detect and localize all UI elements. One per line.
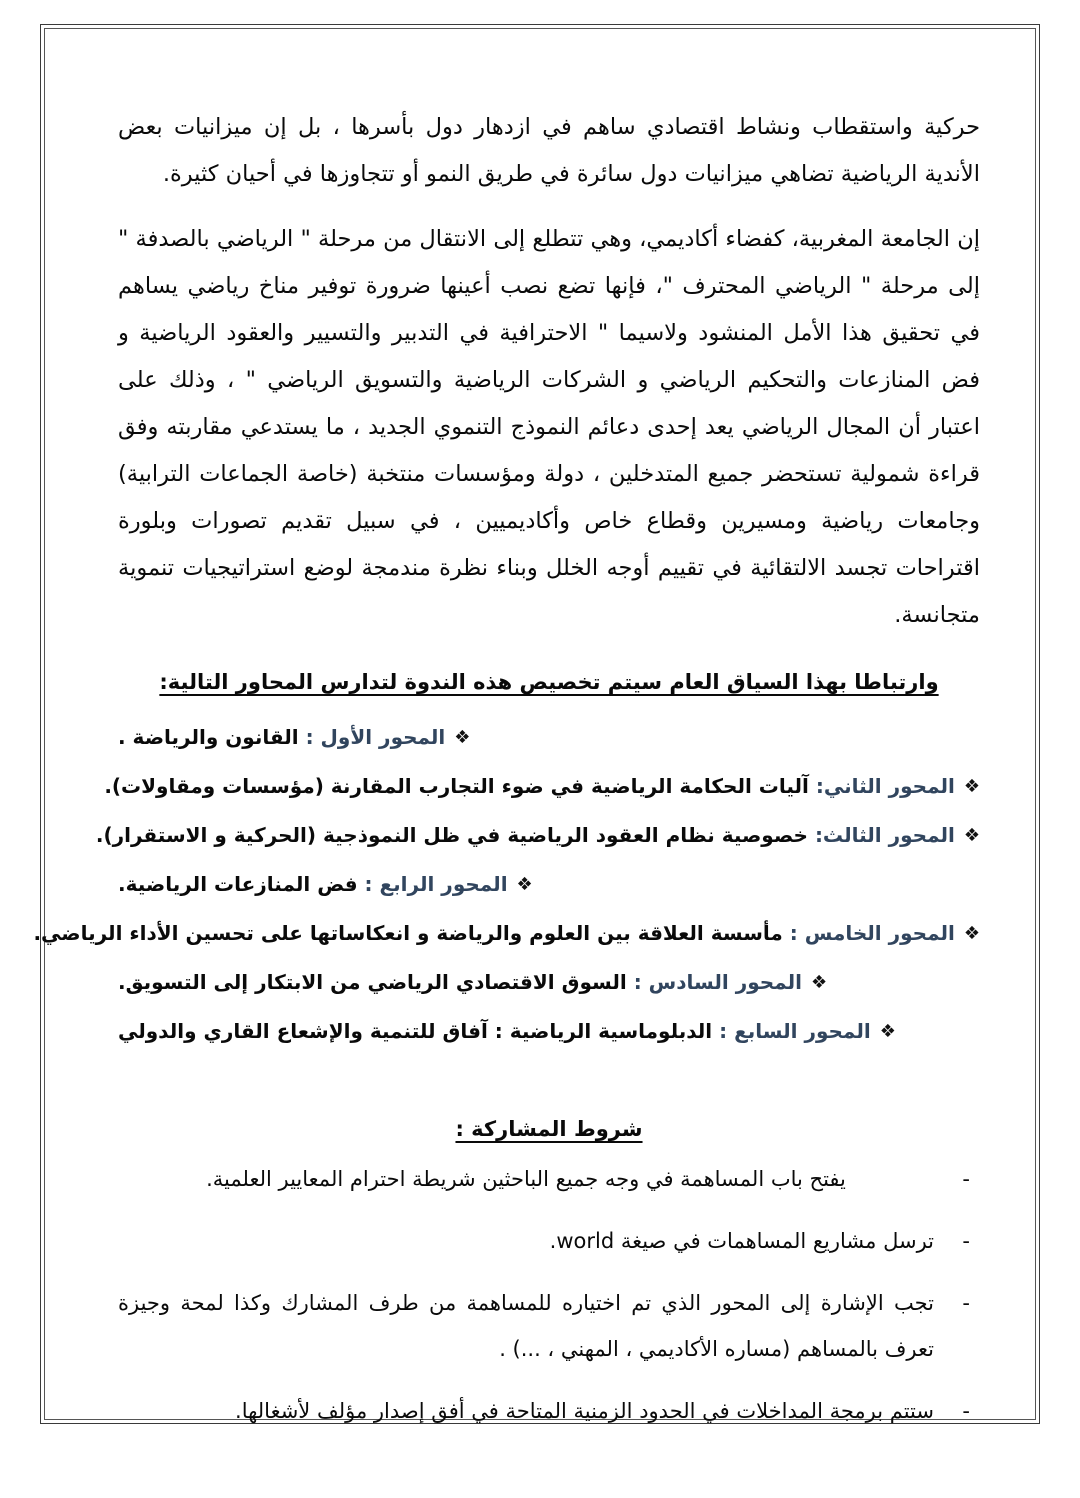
conditions-heading <box>118 1112 980 1146</box>
condition-item-3 <box>118 1280 980 1372</box>
paragraph-university-vision: إن الجامعة المغربية، كفضاء أكاديمي، وهي تتطلع إلى الانتقال من مرحلة " الرياضي بالصدفة " إلى مرحلة " الرياضي المحترف "، فإنها تضع نصب أعينها ضرورة توفير مناخ رياضي يساهم في تحقيق هذا الأمل المنشود ولاسيما " الاحترافية في التدبير والتسيير والعقود الرياضية و فض المنازعات والتحكيم الرياضي و الشركات الرياضية والتسويق الرياضي " ، وذلك على اعتبار أن المجال الرياضي يعد إحدى دعائم النموذج التنموي الجديد ، ما يستدعي مقاربته وفق قراءة شمولية تستحضر جميع المتدخلين ، دولة ومؤسسات منتخبة (خاصة الجماعات الترابية) وجامعات رياضية ومسيرين وقطاع خاص وأكاديميين ، في سبيل تقديم تصورات وبلورة اقتراحات تجسد الالتقائية في تقييم أوجه الخلل وبناء نظرة مندمجة لوضع استراتيجيات تنموية متجانسة. <box>118 226 980 628</box>
condition-item-4 <box>118 1388 980 1434</box>
diamond-bullet-icon: ❖ <box>454 727 471 748</box>
theme-text-5: مأسسة العلاقة بين العلوم والرياضة و انعكاساتها على تحسين الأداء الرياضي. <box>33 921 790 945</box>
theme-label-4: المحور الرابع : <box>364 872 508 896</box>
theme-label-1: المحور الأول : <box>305 725 446 749</box>
diamond-bullet-icon: ❖ <box>879 1021 896 1042</box>
condition-item-1 <box>118 1156 980 1202</box>
theme-item-4 <box>118 860 980 909</box>
theme-item-3 <box>95 811 980 860</box>
themes-list <box>33 713 980 1056</box>
themes-heading <box>118 665 980 699</box>
theme-text-2: آليات الحكامة الرياضية في ضوء التجارب المقارنة (مؤسسات ومقاولات). <box>104 774 816 798</box>
document-body <box>33 104 980 1450</box>
theme-label-3: المحور الثالث: <box>814 823 955 847</box>
dash-bullet-icon: - <box>962 1291 970 1315</box>
diamond-bullet-icon: ❖ <box>963 923 980 944</box>
dash-bullet-icon: - <box>962 1229 970 1253</box>
dash-bullet-icon: - <box>962 1167 970 1191</box>
condition-item-2 <box>118 1218 980 1264</box>
theme-item-6 <box>118 958 980 1007</box>
condition-text-4: ستتم برمجة المداخلات في الحدود الزمنية المتاحة في أفق إصدار مؤلف لأشغالها. <box>235 1399 934 1423</box>
diamond-bullet-icon: ❖ <box>810 972 828 993</box>
theme-text-6: السوق الاقتصادي الرياضي من الابتكار إلى التسويق. <box>118 970 634 994</box>
diamond-bullet-icon: ❖ <box>963 776 980 797</box>
theme-text-1: القانون والرياضة . <box>118 725 306 749</box>
theme-text-7: الدبلوماسية الرياضية : آفاق للتنمية والإشعاع القاري والدولي <box>118 1019 720 1043</box>
theme-item-1 <box>118 713 980 762</box>
condition-text-2: ترسل مشاريع المساهمات في صيغة world. <box>549 1229 934 1253</box>
theme-label-5: المحور الخامس : <box>789 921 955 945</box>
theme-label-2: المحور الثاني: <box>815 774 955 798</box>
conditions-heading-text: شروط المشاركة : <box>455 1117 643 1141</box>
theme-item-2 <box>104 762 980 811</box>
condition-text-3: تجب الإشارة إلى المحور الذي تم اختياره للمساهمة من طرف المشارك وكذا لمحة وجيزة تعرف بالمساهم (مساره الأكاديمي ، المهني ، ...) . <box>118 1291 934 1361</box>
theme-label-7: المحور السابع : <box>719 1019 871 1043</box>
diamond-bullet-icon: ❖ <box>963 825 980 846</box>
dash-bullet-icon: - <box>962 1399 970 1423</box>
diamond-bullet-icon: ❖ <box>516 874 533 895</box>
condition-text-1: يفتح باب المساهمة في وجه جميع الباحثين شريطة احترام المعايير العلمية. <box>206 1167 846 1191</box>
theme-item-5 <box>33 909 980 958</box>
theme-item-7 <box>118 1007 980 1056</box>
themes-heading-text: وارتباطا بهذا السياق العام سيتم تخصيص هذه الندوة لتدارس المحاور التالية: <box>159 670 939 694</box>
conditions-list <box>118 1156 980 1434</box>
theme-text-3: خصوصية نظام العقود الرياضية في ظل النموذجية (الحركية و الاستقرار). <box>95 823 815 847</box>
paragraph-intro-continuation: حركية واستقطاب ونشاط اقتصادي ساهم في ازدهار دول بأسرها ، بل إن ميزانيات بعض الأندية الرياضية تضاهي ميزانيات دول سائرة في طريق النمو أو تتجاوزها في أحيان كثيرة. <box>118 114 980 187</box>
theme-label-6: المحور السادس : <box>633 970 802 994</box>
theme-text-4: فض المنازعات الرياضية. <box>118 872 365 896</box>
